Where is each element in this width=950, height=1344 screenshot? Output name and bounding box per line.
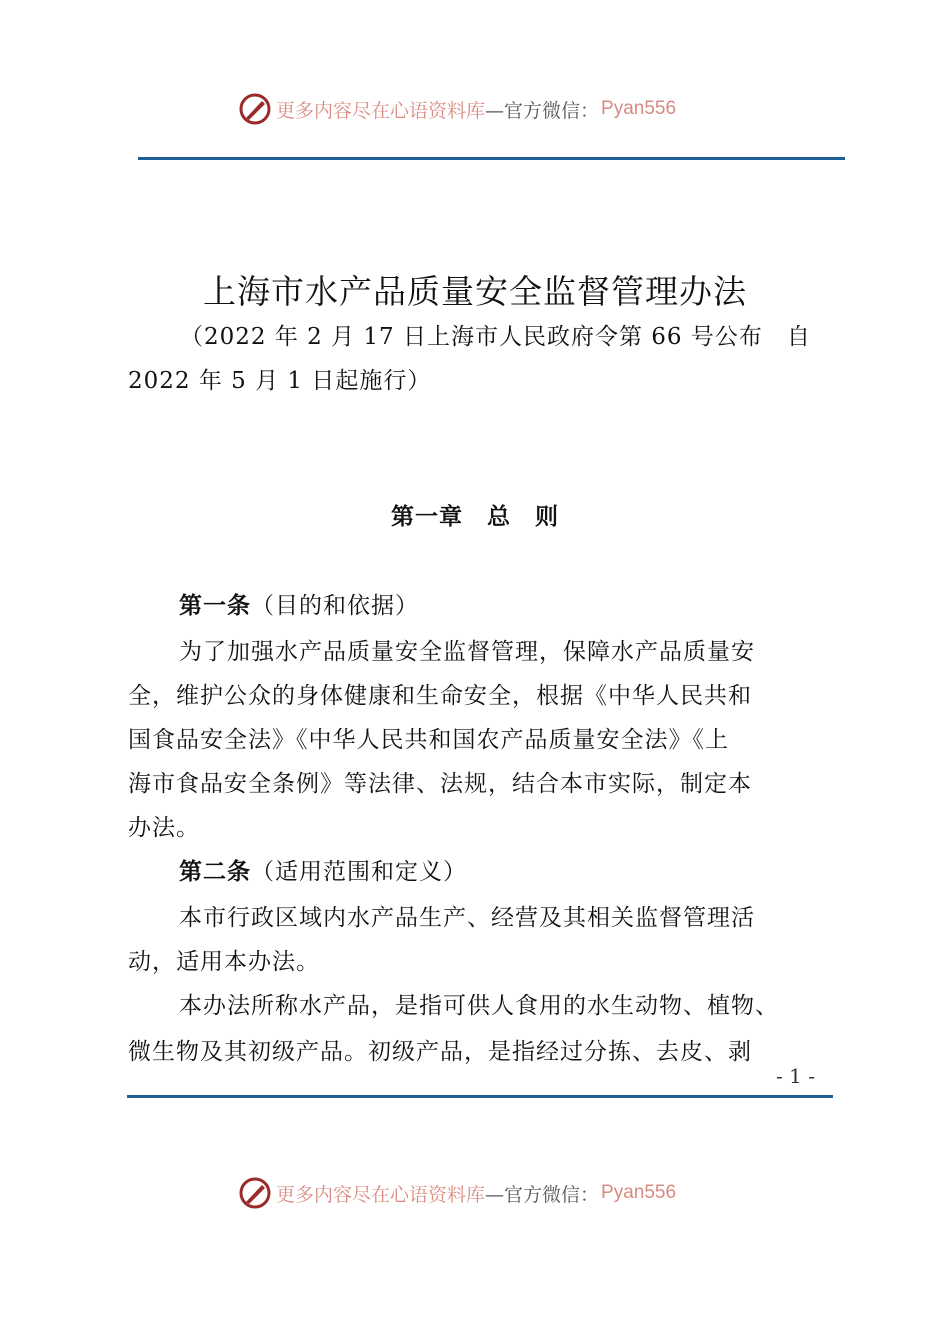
body-line: 海市食品安全条例》等法律、法规，结合本市实际，制定本: [128, 771, 752, 797]
body-line: 全，维护公众的身体健康和生命安全，根据《中华人民共和: [128, 683, 752, 709]
page-number: - 1 -: [776, 1064, 815, 1088]
watermark-banner-bottom: [238, 1173, 676, 1213]
body-line: 本办法所称水产品，是指可供人食用的水生动物、植物、: [179, 993, 779, 1019]
article-title: （适用范围和定义）: [251, 859, 467, 885]
article-label: 第二条: [179, 859, 251, 885]
watermark-wechat-id: Pyan556: [601, 1182, 677, 1203]
watermark-text: 更多内容尽在心语资料库: [276, 99, 486, 122]
body-line: 国食品安全法》《中华人民共和国农产品质量安全法》《上: [128, 727, 729, 753]
article-heading: [179, 853, 467, 886]
pen-logo-icon: [238, 92, 272, 126]
article-label: 第一条: [179, 593, 251, 619]
pen-logo-icon: [238, 1176, 272, 1210]
watermark-separator: —官方微信：: [485, 1183, 600, 1206]
body-line: 微生物及其初级产品。初级产品，是指经过分拣、去皮、剥: [128, 1039, 752, 1065]
footer-rule: [127, 1095, 833, 1098]
article-title: （目的和依据）: [251, 593, 419, 619]
body-line: 办法。: [128, 815, 200, 841]
body-line: 本市行政区域内水产品生产、经营及其相关监督管理活: [179, 905, 755, 931]
watermark-wechat-id: Pyan556: [601, 98, 677, 119]
chapter-heading: 第一章 总 则: [391, 504, 559, 530]
body-line: 为了加强水产品质量安全监督管理，保障水产品质量安: [179, 639, 755, 665]
subtitle-line: 2022 年 5 月 1 日起施行）: [128, 368, 432, 394]
watermark-text: 更多内容尽在心语资料库: [276, 1183, 486, 1206]
subtitle-line: （2022 年 2 月 17 日上海市人民政府令第 66 号公布 自: [180, 324, 811, 350]
body-line: 动，适用本办法。: [128, 949, 320, 975]
header-rule: [138, 157, 845, 160]
document-title: 上海市水产品质量安全监督管理办法: [203, 272, 747, 311]
article-heading: [179, 587, 419, 620]
watermark-separator: —官方微信：: [485, 99, 600, 122]
watermark-banner-top: [238, 89, 676, 129]
